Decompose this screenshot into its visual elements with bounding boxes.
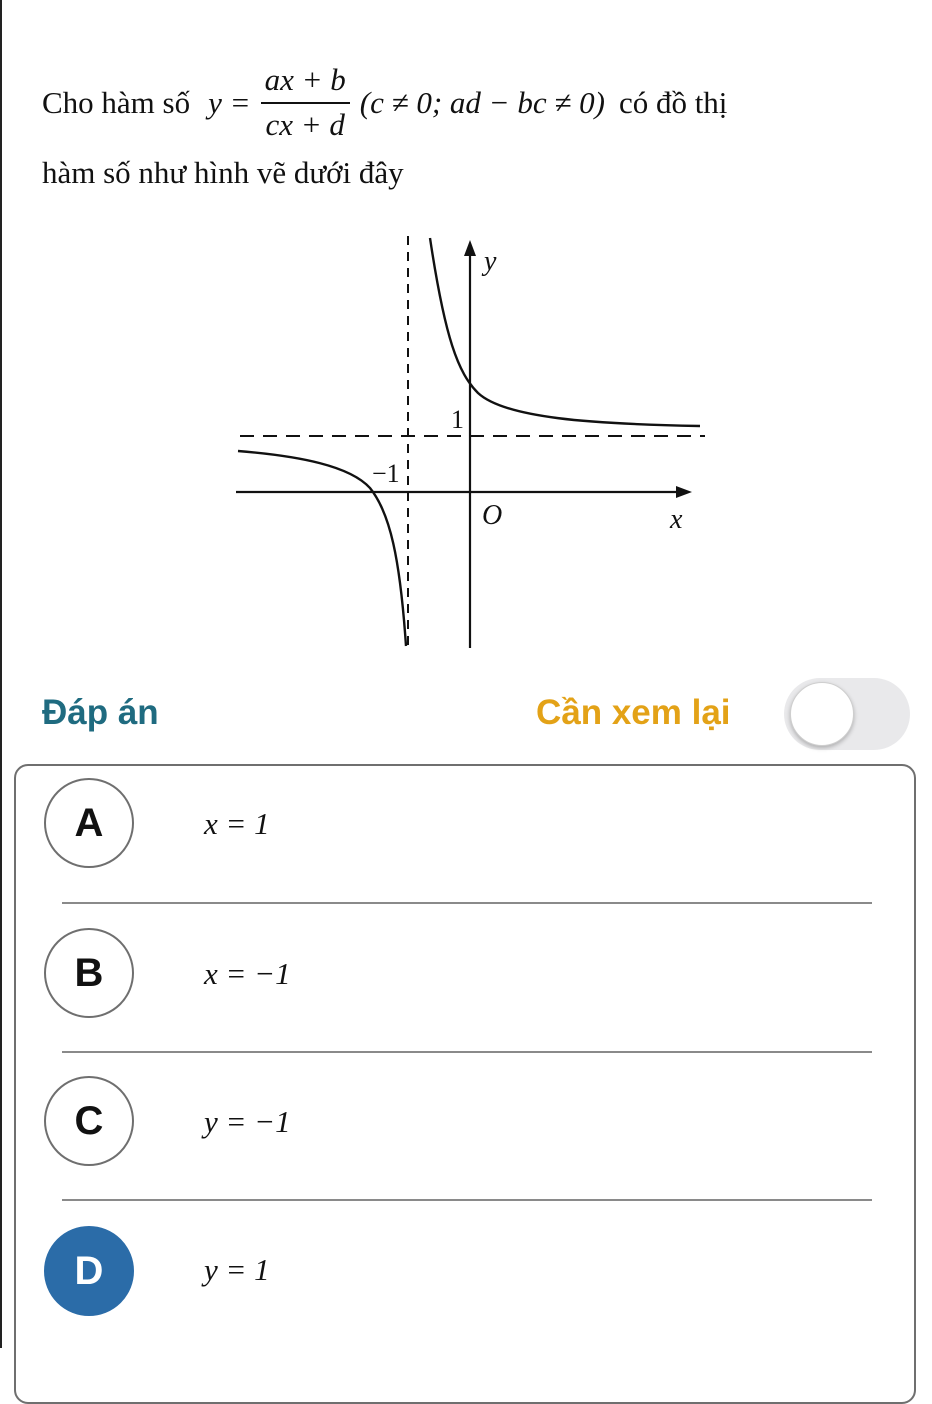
y-axis-arrow	[464, 240, 476, 256]
function-fraction	[261, 61, 350, 145]
question-text	[42, 58, 912, 193]
left-border	[0, 0, 2, 1348]
y-equals: y =	[208, 84, 251, 120]
label-one: 1	[451, 405, 464, 434]
label-minus-one: −1	[372, 459, 400, 488]
option-c-letter[interactable]: C	[44, 1076, 134, 1166]
answer-header: Đáp án	[42, 693, 159, 732]
option-c[interactable]	[16, 1064, 914, 1214]
option-divider	[62, 1051, 872, 1053]
function-graph	[230, 228, 710, 658]
question-suffix: có đồ thị	[618, 84, 728, 120]
x-axis-label: x	[670, 504, 683, 535]
toggle-knob	[790, 682, 854, 746]
question-line-2: hàm số như hình vẽ dưới đây	[42, 155, 404, 190]
option-b-letter[interactable]: B	[44, 928, 134, 1018]
option-d-letter[interactable]: D	[44, 1226, 134, 1316]
option-d[interactable]	[16, 1212, 914, 1362]
y-axis-label: y	[484, 246, 497, 277]
option-divider	[62, 902, 872, 904]
fraction-numerator: ax + b	[261, 61, 350, 104]
options-panel	[14, 764, 916, 1404]
option-b[interactable]	[16, 916, 914, 1066]
x-axis-arrow	[676, 486, 692, 498]
function-condition: (c ≠ 0; ad − bc ≠ 0)	[359, 84, 605, 120]
question-prefix: Cho hàm số	[42, 84, 191, 120]
option-c-text: y = −1	[204, 1104, 291, 1139]
option-a-letter[interactable]: A	[44, 778, 134, 868]
fraction-denominator: cx + d	[265, 107, 345, 142]
option-divider	[62, 1199, 872, 1201]
option-a[interactable]	[16, 766, 914, 916]
origin-label: O	[482, 500, 503, 531]
option-d-text: y = 1	[204, 1252, 270, 1287]
review-toggle[interactable]	[784, 678, 910, 750]
option-a-text: x = 1	[204, 806, 270, 841]
review-label: Cần xem lại	[536, 693, 731, 732]
option-b-text: x = −1	[204, 956, 291, 991]
